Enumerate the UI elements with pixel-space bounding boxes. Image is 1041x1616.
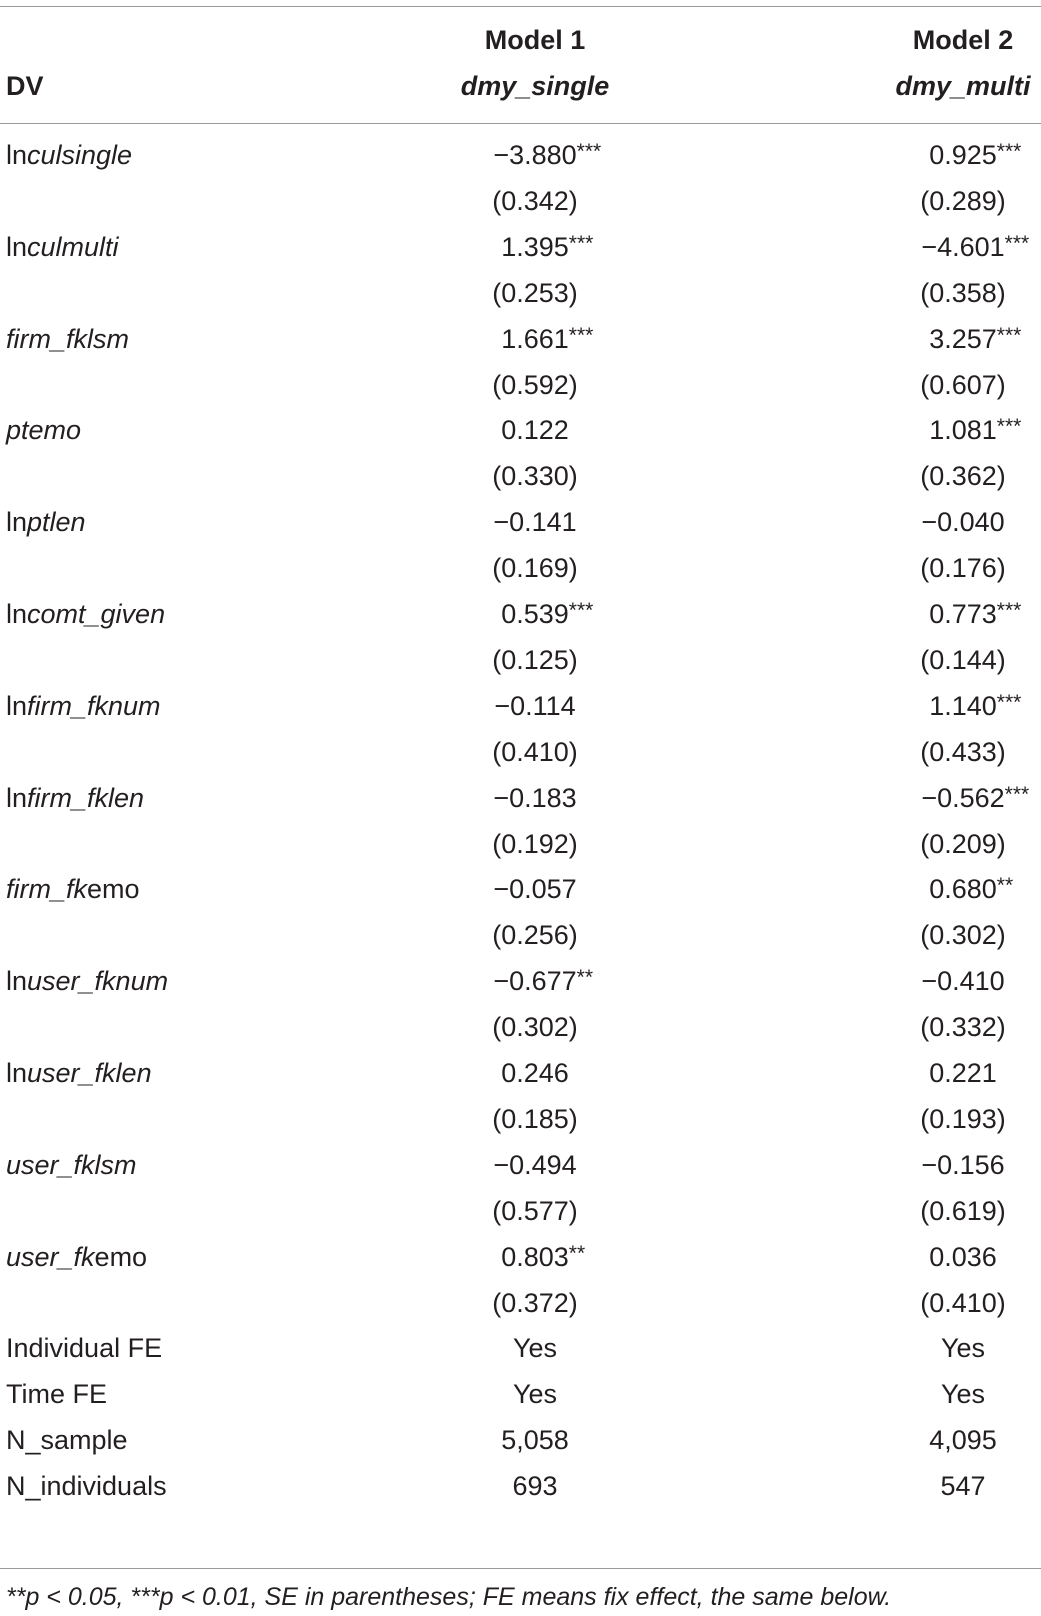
model1-value-number: 0.803 (501, 1241, 569, 1272)
model1-value (492, 1004, 578, 1051)
row-label (6, 499, 86, 546)
model1-value-number: 0.122 (501, 415, 569, 446)
significance-stars: *** (576, 140, 602, 163)
model1-value (493, 958, 594, 1005)
model1-value-number: 5,058 (501, 1425, 569, 1456)
model2-value-number: 0.036 (929, 1241, 997, 1272)
table-row (0, 1417, 1041, 1464)
significance-stars: ** (576, 966, 594, 990)
model1-value-number: −0.494 (493, 1149, 577, 1180)
row-label (6, 591, 165, 638)
model2-value (929, 591, 1022, 638)
model2-value (929, 866, 1014, 913)
table-row (0, 1142, 1041, 1189)
model2-value-number: (0.619) (920, 1195, 1006, 1226)
model1-value (501, 591, 594, 638)
row-label-suffix: Time FE (6, 1379, 107, 1410)
model1-value-number: (0.253) (492, 277, 578, 308)
model2-value (921, 958, 1004, 1005)
model1-value (493, 1142, 576, 1189)
model1-value (513, 1371, 557, 1418)
table-row (0, 178, 1041, 225)
model1-dv: dmy_single (460, 71, 610, 101)
table-row (0, 1280, 1041, 1327)
model2-value-number: (0.433) (920, 736, 1006, 767)
row-label (6, 866, 140, 913)
model1-value (492, 637, 578, 684)
row-label (6, 132, 132, 179)
model2-value (920, 1004, 1006, 1051)
model2-value (920, 821, 1006, 868)
model1-title: Model 1 (484, 25, 586, 55)
significance-stars: *** (996, 323, 1022, 347)
row-label (6, 1325, 162, 1372)
model2-value (929, 132, 1022, 179)
model2-value (941, 1371, 985, 1418)
model2-value (920, 637, 1006, 684)
row-label-variable: user_fklen (27, 1058, 152, 1088)
model2-value-number: −0.156 (921, 1149, 1005, 1180)
model1-value-number: 693 (512, 1471, 558, 1502)
model1-value (492, 729, 578, 776)
model1-value (492, 178, 578, 225)
table-row (0, 224, 1041, 271)
model2-value-number: (0.607) (920, 369, 1006, 400)
model2-value-number: (0.302) (920, 920, 1006, 951)
dv-label: DV (6, 71, 44, 101)
model2-title: Model 2 (912, 25, 1014, 55)
row-label (6, 958, 168, 1005)
row-label-prefix: ln (6, 966, 28, 997)
row-label-variable: firm_fk (6, 874, 87, 905)
model1-value-number: (0.577) (492, 1195, 578, 1226)
significance-stars: *** (568, 599, 594, 622)
table-bottom-rule (0, 1568, 1041, 1569)
table-row (0, 545, 1041, 592)
row-label-variable: culmulti (27, 231, 119, 262)
model1-value (513, 1325, 557, 1372)
row-label-variable: ptemo (6, 415, 82, 446)
model1-value (501, 316, 594, 363)
model1-value (492, 270, 578, 317)
table-row (0, 637, 1041, 684)
row-label-suffix: N_sample (6, 1425, 128, 1456)
model2-value (921, 499, 1004, 546)
model2-value (920, 270, 1006, 317)
table-row (0, 1096, 1041, 1143)
model1-value-number: −0.057 (493, 874, 577, 905)
model2-value-number: Yes (940, 1379, 986, 1410)
model2-value-number: 0.773 (929, 599, 997, 629)
row-label-prefix: ln (6, 599, 28, 629)
model1-value (501, 1417, 569, 1464)
model2-value-number: (0.410) (920, 1287, 1006, 1318)
model1-value-number: −0.183 (493, 782, 577, 813)
table-row (0, 866, 1041, 913)
table-row (0, 775, 1041, 822)
row-label-prefix: ln (6, 231, 28, 262)
table-row (0, 683, 1041, 730)
model2-value-number: (0.209) (920, 828, 1006, 859)
model2-dv: dmy_multi (895, 71, 1031, 101)
model1-value (501, 1234, 586, 1281)
significance-stars: *** (1004, 782, 1030, 806)
model2-value (941, 1325, 985, 1372)
table-row (0, 499, 1041, 546)
table-row (0, 270, 1041, 317)
model1-value-number: −0.114 (494, 690, 576, 721)
model1-value-number: (0.342) (492, 185, 578, 216)
model2-value-number: 1.081 (929, 415, 997, 446)
model2-value (920, 729, 1006, 776)
model1-value (492, 362, 578, 409)
table-row (0, 729, 1041, 776)
table-row (0, 407, 1041, 454)
table-row (0, 132, 1041, 179)
model1-value-number: (0.330) (492, 461, 578, 492)
model2-value-number: (0.362) (920, 461, 1006, 492)
significance-stars: *** (568, 323, 594, 347)
significance-stars: *** (996, 140, 1022, 163)
significance-stars: *** (1004, 231, 1030, 255)
model2-value (929, 1234, 997, 1281)
model2-value-number: −0.410 (921, 966, 1005, 997)
model2-value (929, 316, 1022, 363)
model1-value-number: (0.592) (492, 369, 578, 400)
significance-stars: *** (568, 231, 594, 255)
model2-value (920, 1188, 1006, 1235)
significance-stars: *** (996, 415, 1022, 439)
table-row (0, 1371, 1041, 1418)
row-label-variable: user_fklsm (6, 1149, 137, 1180)
row-label-prefix: ln (6, 140, 28, 170)
model2-value (920, 178, 1006, 225)
model2-value (940, 1463, 985, 1510)
table-row (0, 1463, 1041, 1510)
model1-value (493, 775, 576, 822)
model1-value-number: (0.372) (492, 1287, 578, 1318)
model1-value-number: (0.192) (492, 828, 578, 859)
table-footnote: **p < 0.05, ***p < 0.01, SE in parentheses; FE means fix effect, the same below. (6, 1583, 892, 1611)
model2-value-number: 0.680 (929, 874, 997, 905)
model2-value (920, 1280, 1006, 1327)
table-row (0, 591, 1041, 638)
table-row (0, 316, 1041, 363)
model2-value (920, 453, 1006, 500)
row-label (6, 1234, 147, 1281)
significance-stars: ** (996, 874, 1014, 898)
model2-value-number: (0.289) (920, 185, 1006, 216)
row-label (6, 316, 129, 363)
table-row (0, 453, 1041, 500)
table-row (0, 362, 1041, 409)
model2-value (921, 224, 1030, 271)
significance-stars: ** (568, 1241, 586, 1265)
row-label-variable: culsingle (27, 140, 133, 170)
model2-value (920, 545, 1006, 592)
row-label (6, 1142, 137, 1189)
row-label-prefix: ln (6, 782, 28, 813)
model2-value-number: 0.221 (929, 1058, 997, 1088)
model2-value-number: 4,095 (929, 1425, 997, 1456)
row-label-suffix: Individual FE (6, 1333, 163, 1364)
model1-value-number: (0.185) (492, 1103, 578, 1134)
model1-value-number: (0.302) (492, 1012, 578, 1043)
model1-value-number: (0.410) (492, 736, 578, 767)
table-row (0, 1234, 1041, 1281)
model2-value-number: (0.176) (920, 553, 1006, 584)
model1-value-number: (0.125) (492, 644, 578, 675)
table-row (0, 821, 1041, 868)
row-label (6, 407, 81, 454)
model1-value (492, 1096, 578, 1143)
model1-value (492, 1188, 578, 1235)
row-label-variable: user_fknum (27, 966, 169, 997)
row-label-variable: firm_fknum (27, 690, 161, 721)
significance-stars: *** (996, 599, 1022, 622)
row-label (6, 224, 119, 271)
row-label-variable: comt_given (27, 599, 166, 629)
model1-value-number: (0.256) (492, 920, 578, 951)
model2-value-number: −4.601 (921, 231, 1005, 262)
row-label-prefix: ln (6, 690, 28, 721)
model1-value-number: −0.141 (493, 507, 577, 538)
model2-value-number: −0.562 (921, 782, 1005, 813)
row-label-variable: user_fk (6, 1241, 95, 1272)
model2-value-number: 547 (940, 1471, 986, 1502)
model1-value (501, 224, 594, 271)
table-row (0, 958, 1041, 1005)
model1-value (493, 866, 576, 913)
significance-stars: *** (996, 690, 1022, 714)
row-label-suffix: N_individuals (6, 1471, 167, 1502)
model2-value-number: 0.925 (929, 140, 997, 170)
model1-value-number: 1.395 (501, 231, 569, 262)
table-row (0, 912, 1041, 959)
model2-value-number: (0.144) (920, 644, 1006, 675)
model1-value-number: −3.880 (493, 140, 577, 170)
model1-value (492, 545, 578, 592)
model2-value (920, 1096, 1006, 1143)
model2-value (929, 683, 1022, 730)
model1-value (492, 453, 578, 500)
row-label-variable: firm_fklsm (6, 323, 129, 354)
model1-value (501, 407, 569, 454)
model2-value-number: Yes (940, 1333, 986, 1364)
row-label (6, 1417, 128, 1464)
model2-value (929, 407, 1022, 454)
model1-value-number: 0.539 (501, 599, 569, 629)
table-row (0, 1325, 1041, 1372)
model2-value-number: −0.040 (921, 507, 1005, 538)
model1-value (492, 912, 578, 959)
model2-value (920, 912, 1006, 959)
row-label (6, 1050, 152, 1097)
row-label-prefix: ln (6, 507, 28, 538)
model1-value-number: Yes (512, 1333, 558, 1364)
table-row (0, 1050, 1041, 1097)
model1-value-number: Yes (512, 1379, 558, 1410)
row-label-suffix: emo (94, 1241, 148, 1272)
model1-value (492, 1280, 578, 1327)
model2-value-number: 3.257 (929, 323, 997, 354)
model1-value (512, 1463, 557, 1510)
row-label-suffix: emo (87, 874, 140, 905)
model2-value-number: (0.358) (920, 277, 1006, 308)
table-top-rule (0, 6, 1041, 7)
model2-value (921, 1142, 1004, 1189)
row-label (6, 1371, 107, 1418)
model1-value-number: 1.661 (501, 323, 569, 354)
model1-value (493, 132, 602, 179)
model1-value-number: (0.169) (492, 553, 578, 584)
model1-value (492, 821, 578, 868)
model1-value (493, 499, 576, 546)
model2-value-number: 1.140 (929, 690, 997, 721)
model1-value (501, 1050, 569, 1097)
row-label (6, 683, 161, 730)
model2-value (921, 775, 1030, 822)
row-label (6, 775, 144, 822)
model1-value-number: 0.246 (501, 1058, 569, 1088)
model2-value-number: (0.193) (920, 1103, 1006, 1134)
row-label-variable: firm_fklen (27, 782, 145, 813)
model1-value-number: −0.677 (493, 966, 577, 997)
model2-value (929, 1050, 997, 1097)
table-row (0, 1188, 1041, 1235)
row-label (6, 1463, 167, 1510)
row-label-variable: ptlen (27, 507, 86, 538)
header-rule (0, 123, 1041, 124)
model2-value (929, 1417, 997, 1464)
model2-value-number: (0.332) (920, 1012, 1006, 1043)
model2-value (920, 362, 1006, 409)
model1-value (494, 683, 575, 730)
row-label-prefix: ln (6, 1058, 28, 1088)
table-row (0, 1004, 1041, 1051)
